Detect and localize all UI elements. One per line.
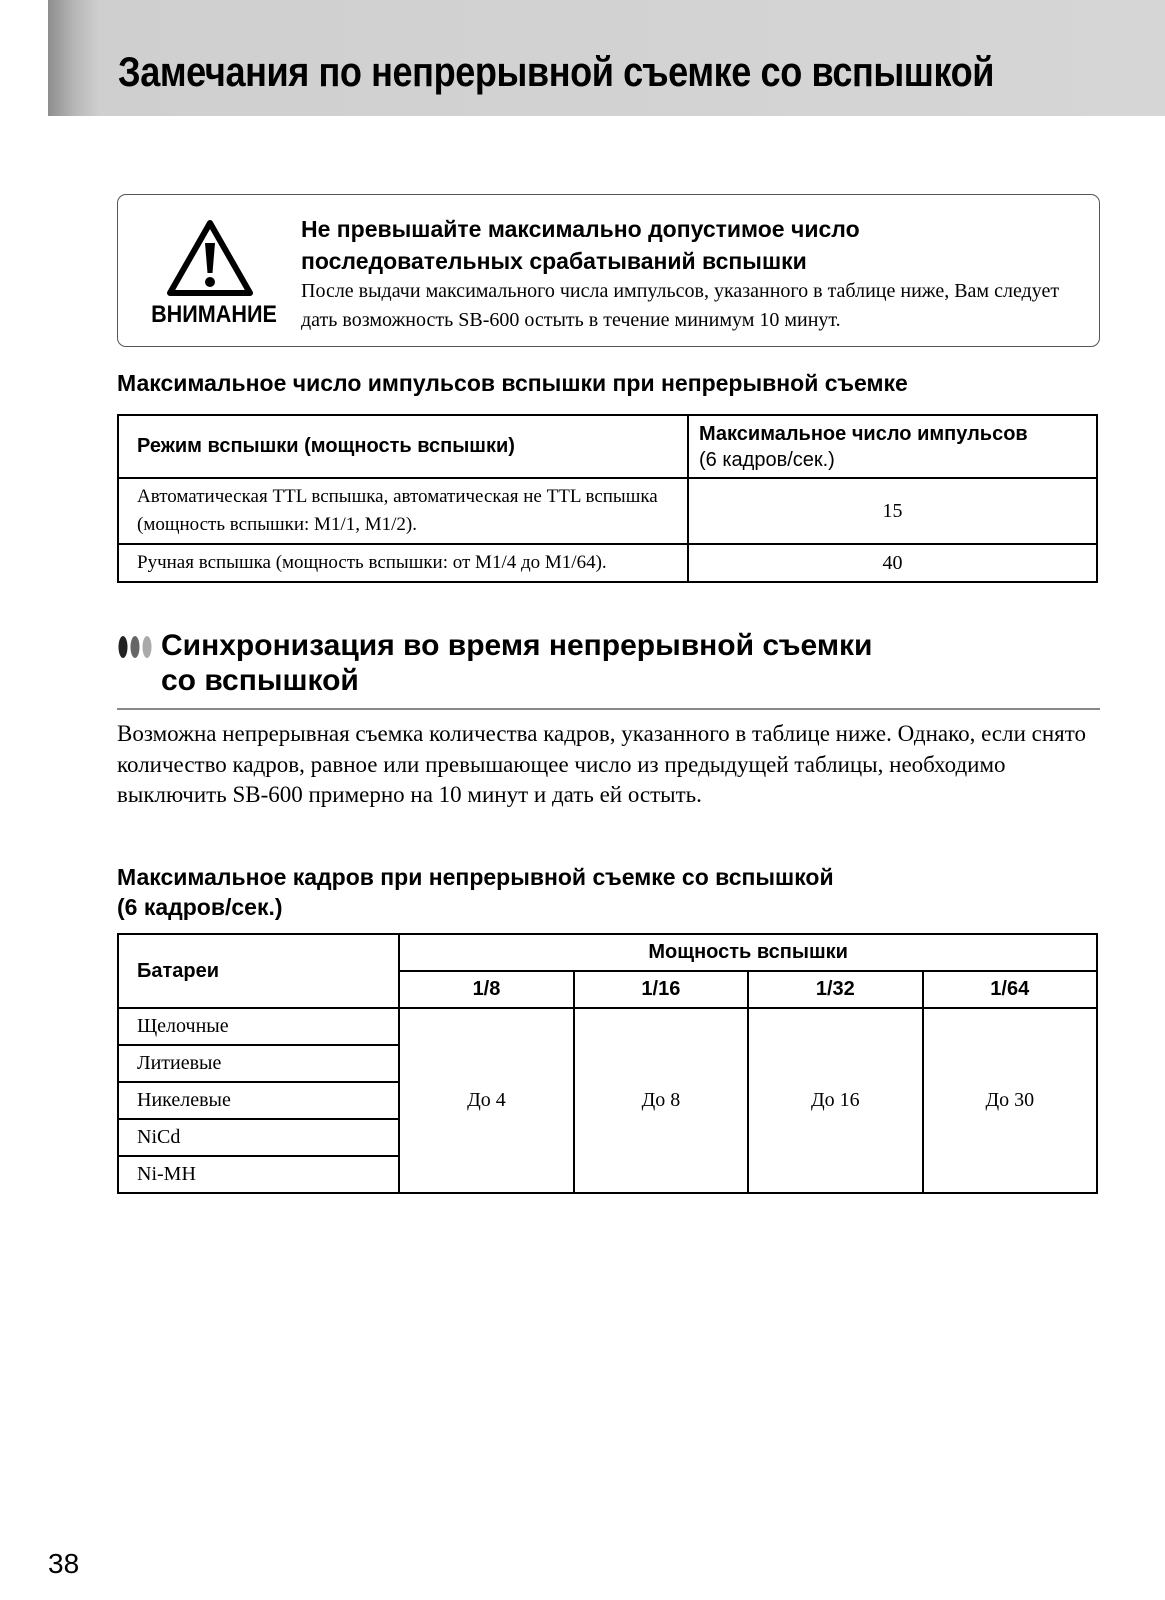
column-header-flash-power: Мощность вспышки <box>399 934 1097 971</box>
section-heading <box>117 628 1100 710</box>
caution-heading: Не превышайте максимально допустимое число последовательных срабатываний вспышки <box>301 216 860 274</box>
battery-type-cell: NiCd <box>118 1119 399 1156</box>
section-title-line2: со вспышкой <box>161 664 359 697</box>
battery-type-cell: Щелочные <box>118 1008 399 1045</box>
max-flashes-cell: 40 <box>688 544 1097 582</box>
battery-type-cell: Ni-MH <box>118 1156 399 1193</box>
column-header-max-flashes <box>688 415 1097 478</box>
battery-type-cell: Никелевые <box>118 1082 399 1119</box>
max-flashes-table <box>117 414 1098 583</box>
table2-caption-line1: Максимальное кадров при непрерывной съемке со вспышкой <box>117 864 834 890</box>
warning-triangle-icon <box>166 219 254 297</box>
column-header-mode: Режим вспышки (мощность вспышки) <box>118 415 688 478</box>
page-title: Замечания по непрерывной съемке со вспышкой <box>118 48 995 95</box>
max-frames-table <box>117 933 1098 1194</box>
power-level-header: 1/8 <box>399 971 573 1008</box>
table-row <box>118 1008 1097 1045</box>
power-level-header: 1/32 <box>748 971 922 1008</box>
table-row <box>118 478 1097 544</box>
column-header-max-flashes-title: Максимальное число импульсов <box>699 422 1028 445</box>
table2-caption <box>117 862 1077 922</box>
table-header-row <box>118 415 1097 478</box>
caution-box <box>117 194 1100 347</box>
table2-caption-line2: (6 кадров/сек.) <box>117 894 283 920</box>
caution-label: ВНИМАНИЕ <box>151 301 277 328</box>
max-frames-cell: До 8 <box>574 1008 748 1193</box>
power-level-header: 1/64 <box>923 971 1097 1008</box>
battery-type-cell: Литиевые <box>118 1045 399 1082</box>
section-marker-icon <box>117 634 153 660</box>
column-header-max-flashes-sub: (6 кадров/сек.) <box>699 448 835 471</box>
max-frames-cell: До 16 <box>748 1008 922 1193</box>
section-title-line1: Синхронизация во время непрерывной съемки <box>161 629 873 662</box>
table-row <box>118 544 1097 582</box>
table-header-row <box>118 934 1097 971</box>
body-paragraph: Возможна непрерывная съемка количества кадров, указанного в таблице ниже. Однако, если снято количество кадров, равное или превышающее число из предыдущей таблицы, необходимо выключить SB-600 примерно на 10 минут и дать ей остыть. <box>117 721 1086 807</box>
flash-mode-cell: Автоматическая TTL вспышка, автоматическая не TTL вспышка (мощность вспышки: M1/1, M1/2). <box>118 478 688 544</box>
max-flashes-cell: 15 <box>688 478 1097 544</box>
page-number: 38 <box>48 1548 80 1579</box>
power-level-header: 1/16 <box>574 971 748 1008</box>
caution-body: После выдачи максимального числа импульсов, указанного в таблице ниже, Вам следует дать возможность SB-600 остыть в течение минимум 10 минут. <box>301 280 1060 331</box>
column-header-batteries: Батареи <box>118 934 399 1008</box>
max-frames-cell: До 4 <box>399 1008 573 1193</box>
table1-caption: Максимальное число импульсов вспышки при непрерывной съемке <box>117 370 908 396</box>
max-frames-cell: До 30 <box>923 1008 1097 1193</box>
flash-mode-cell: Ручная вспышка (мощность вспышки: от M1/4 до M1/64). <box>118 544 688 582</box>
